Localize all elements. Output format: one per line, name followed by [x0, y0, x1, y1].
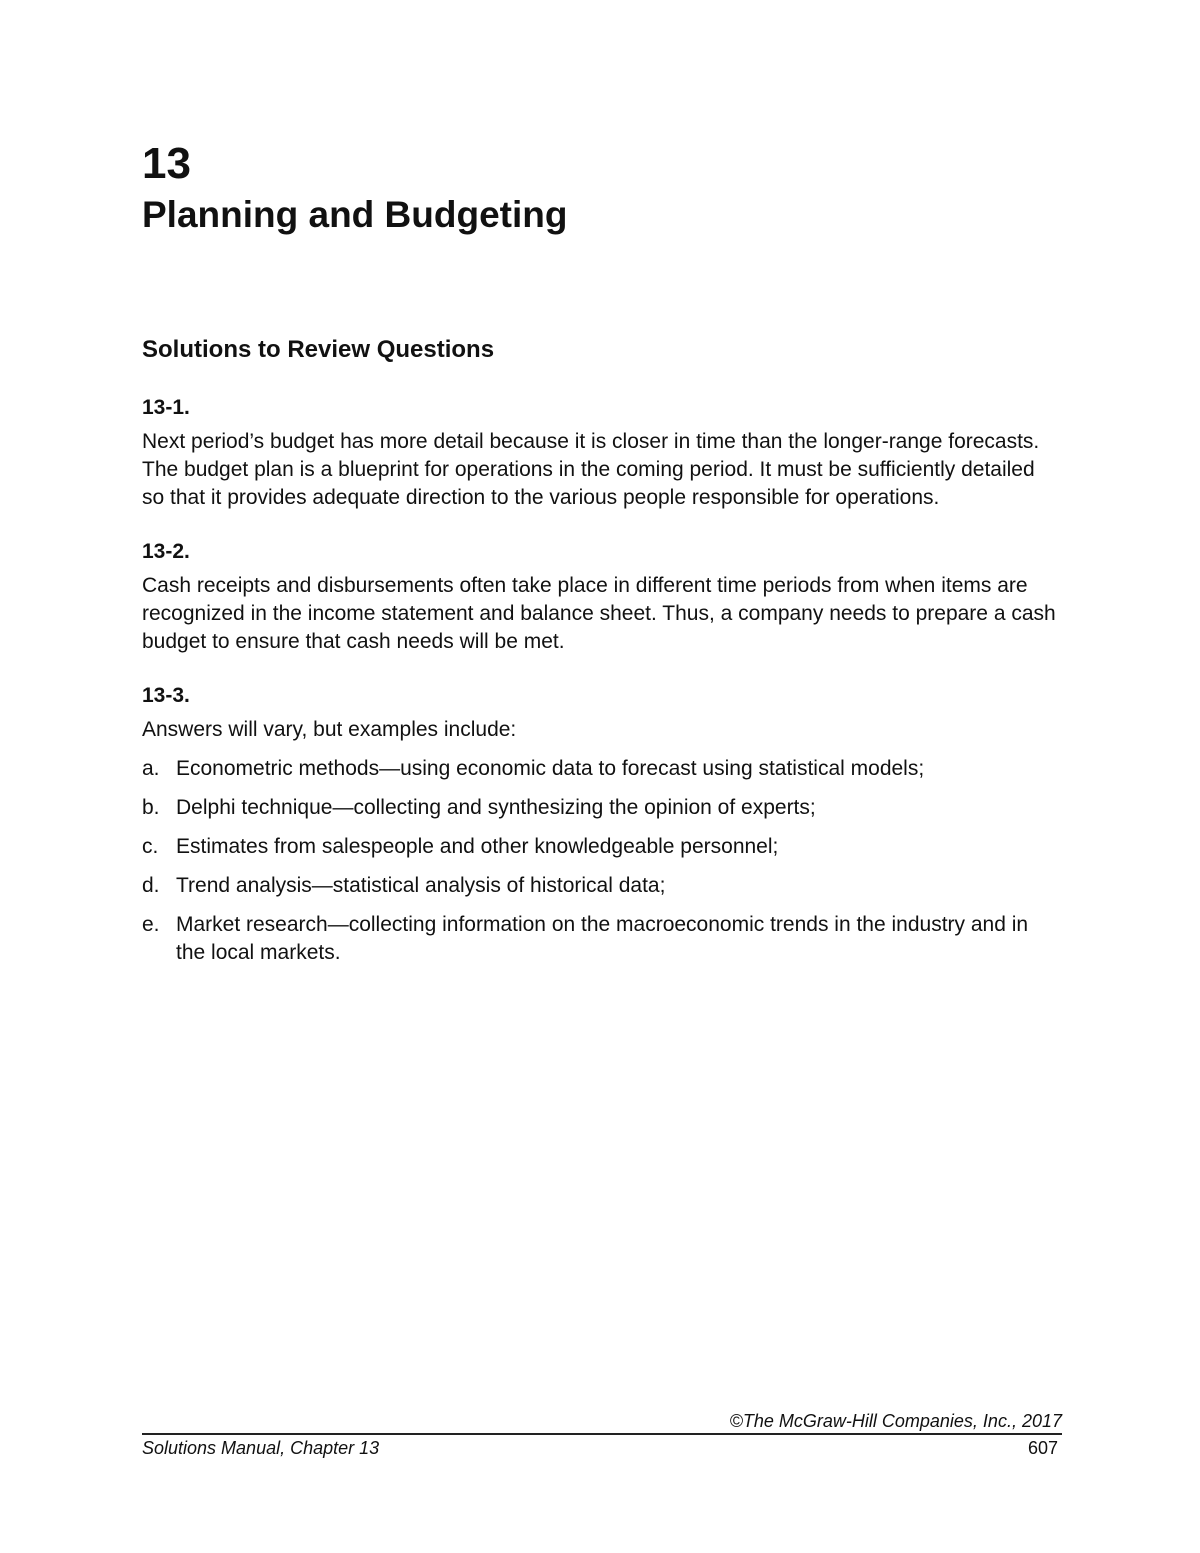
question-label: 13-3. [142, 684, 190, 707]
question-13-1 [142, 394, 1062, 512]
list-item-text: Estimates from salespeople and other knowledgeable personnel; [176, 835, 779, 858]
list-item-text: Econometric methods—using economic data to forecast using statistical models; [176, 757, 925, 780]
footer-copyright: ©The McGraw-Hill Companies, Inc., 2017 [729, 1411, 1062, 1431]
question-label: 13-2. [142, 540, 190, 563]
list-item [142, 755, 1062, 783]
section-heading: Solutions to Review Questions [142, 336, 495, 363]
chapter-number: 13 [142, 139, 191, 188]
question-answer-text: Cash receipts and disbursements often take place in different time periods from when items are recognized in the income statement and balance sheet. Thus, a company needs to prepare a cash budget to ensure that cash needs will be met. [142, 574, 1056, 653]
list-item-text: Delphi technique—collecting and synthesizing the opinion of experts; [176, 796, 816, 819]
list-item [142, 911, 1062, 967]
footer-manual-chapter: Solutions Manual, Chapter 13 [142, 1438, 380, 1458]
question-label: 13-1. [142, 396, 190, 419]
question-answer-text: Next period’s budget has more detail because it is closer in time than the longer-range forecasts. The budget plan is a blueprint for operations in the coming period. It must be sufficiently detailed so that it provides adequate direction to the various people responsible for operations. [142, 430, 1040, 509]
list-item [142, 833, 1062, 861]
list-marker: d. [142, 874, 160, 897]
question-13-2 [142, 538, 1062, 656]
question-answer-text: Answers will vary, but examples include: [142, 718, 517, 741]
question-13-3 [142, 682, 1062, 967]
list-marker: c. [142, 835, 159, 858]
list-item [142, 794, 1062, 822]
list-item-text: Market research—collecting information on the macroeconomic trends in the industry and in the local markets. [176, 913, 1029, 964]
footer-page-number: 607 [1027, 1438, 1058, 1458]
answer-list [142, 755, 1062, 967]
chapter-title: Planning and Budgeting [142, 194, 568, 235]
list-item-text: Trend analysis—statistical analysis of historical data; [176, 874, 666, 897]
list-marker: a. [142, 757, 160, 780]
list-marker: b. [142, 796, 160, 819]
list-marker: e. [142, 913, 160, 936]
list-item [142, 872, 1062, 900]
questions-content [142, 394, 1062, 993]
footer-divider [142, 1433, 1062, 1435]
